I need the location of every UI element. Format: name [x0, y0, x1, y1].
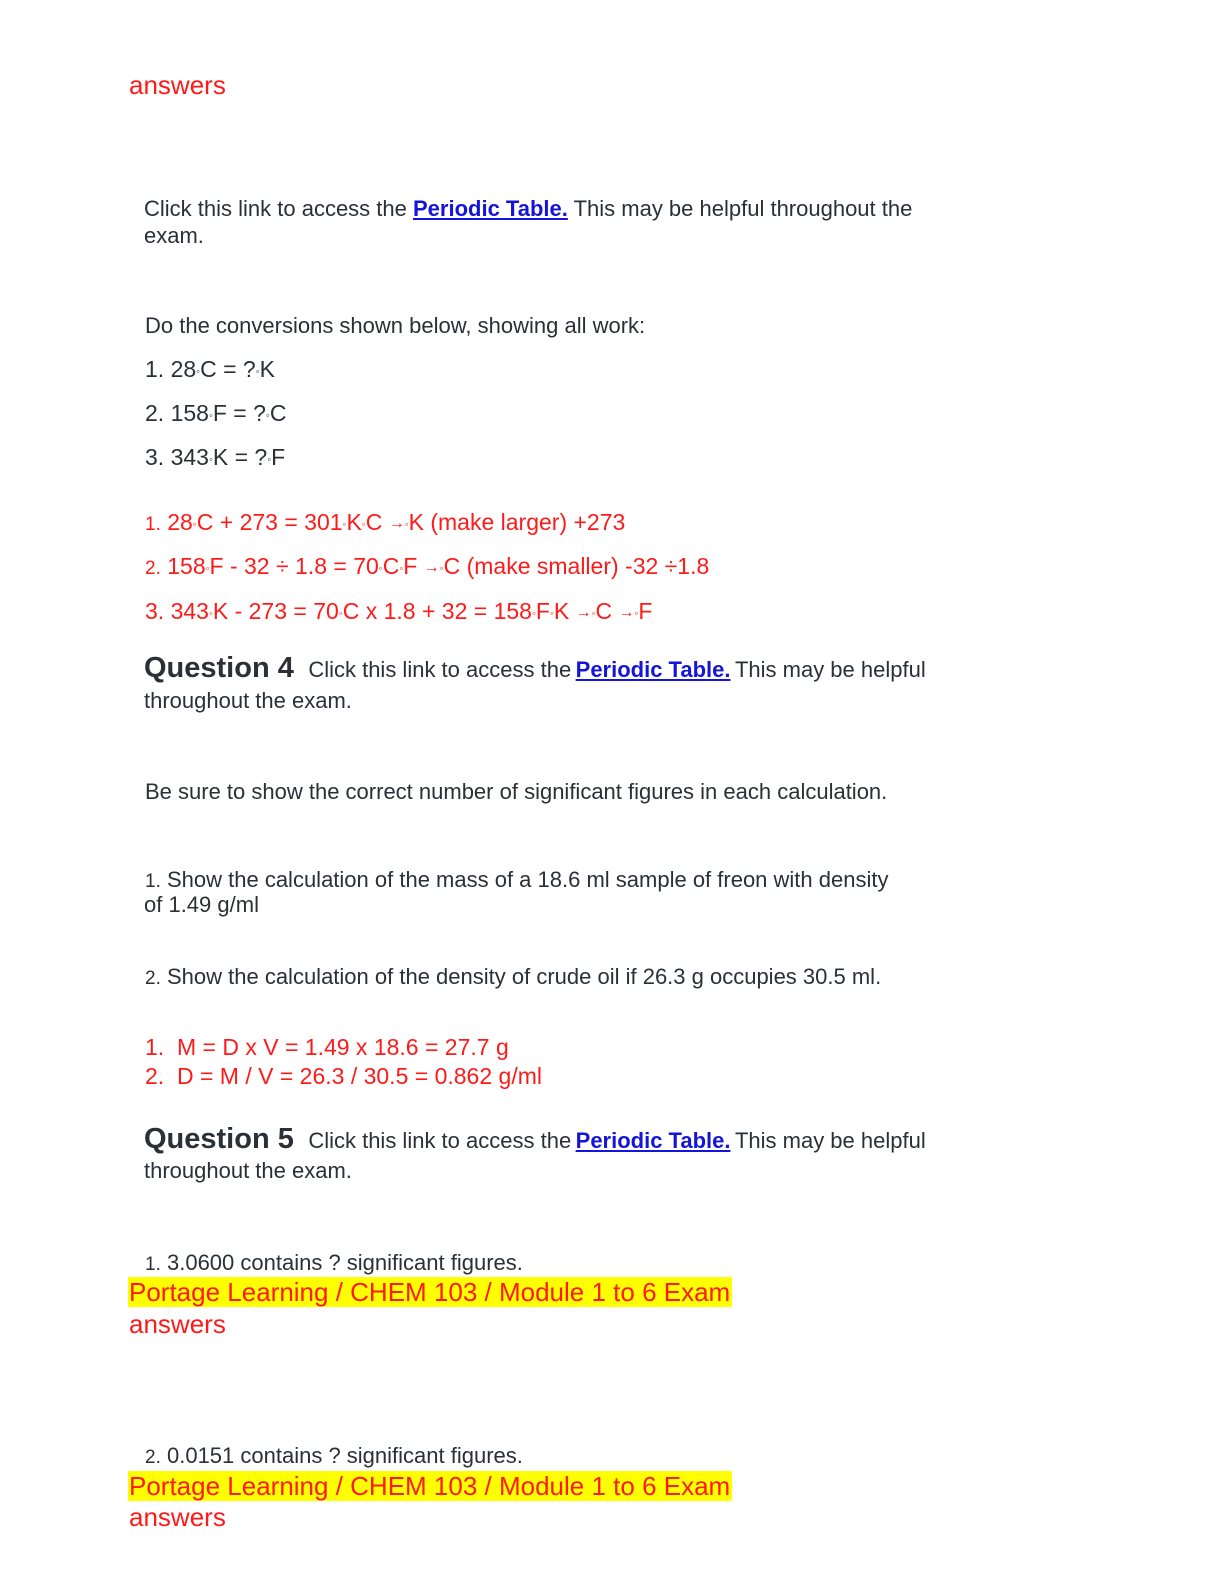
question-4-title: Question 4 [144, 652, 294, 684]
question-5-title: Question 5 [144, 1123, 294, 1155]
degree-symbol: ◦ [255, 366, 260, 378]
conversion-item-1: 1. 28◦C = ?◦K [145, 356, 275, 382]
q4-instruction: Be sure to show the correct number of significant figures in each calculation. [145, 779, 888, 804]
intro-text-after: This may be helpful throughout the [573, 196, 913, 221]
q5-item-1: 1. 3.0600 contains ? significant figures. [145, 1250, 523, 1275]
question-4-header: Question 4 Click this link to access the Periodic Table. This may be helpful [144, 652, 926, 684]
arrow-icon: → [575, 604, 592, 621]
degree-symbol: ◦ [208, 454, 213, 466]
q5-item-2: 2. 0.0151 contains ? significant figures. [145, 1443, 523, 1468]
q4-answer-1: 1. M = D x V = 1.49 x 18.6 = 27.7 g [145, 1034, 509, 1060]
question-5-header: Question 5 Click this link to access the Periodic Table. This may be helpful [144, 1123, 926, 1155]
conversion-instruction: Do the conversions shown below, showing all work: [145, 313, 646, 338]
arrow-icon: → [388, 515, 405, 532]
conversion-answer-1: 1. 28◦C + 273 = 301◦K◦C →◦K (make larger) +273 [145, 509, 626, 535]
footer-answers: answers [129, 1502, 226, 1532]
question-5-line-2: throughout the exam. [144, 1158, 352, 1183]
conversion-answer-2: 2. 158◦F - 32 ÷ 1.8 = 70◦C◦F →◦C (make smaller) -32 ÷1.8 [145, 553, 710, 579]
intro-line-2: exam. [144, 223, 204, 248]
q4-item-1: 1. Show the calculation of the mass of a 18.6 ml sample of freon with density [145, 867, 889, 892]
degree-symbol: ◦ [265, 410, 270, 422]
arrow-icon: → [618, 604, 635, 621]
q4-answer-2: 2. D = M / V = 26.3 / 30.5 = 0.862 g/ml [145, 1063, 542, 1089]
conversion-item-3: 3. 343◦K = ?◦F [145, 444, 286, 470]
degree-symbol: ◦ [267, 454, 272, 466]
periodic-table-link[interactable]: Periodic Table. [575, 1128, 731, 1153]
intro-text: Click this link to access the [144, 196, 407, 221]
header-answers: answers [129, 70, 226, 100]
q4-item-2: 2. Show the calculation of the density of crude oil if 26.3 g occupies 30.5 ml. [145, 964, 882, 989]
footer-banner: Portage Learning / CHEM 103 / Module 1 to 6 Exam [129, 1277, 731, 1307]
question-4-line-2: throughout the exam. [144, 688, 352, 713]
periodic-table-link[interactable]: Periodic Table. [413, 196, 568, 221]
degree-symbol: ◦ [196, 366, 201, 378]
footer-banner: Portage Learning / CHEM 103 / Module 1 to 6 Exam [129, 1471, 731, 1501]
q4-item-1-line-2: of 1.49 g/ml [144, 892, 259, 917]
intro-line [144, 196, 912, 222]
periodic-table-link[interactable]: Periodic Table. [575, 657, 731, 682]
arrow-icon: → [423, 559, 440, 576]
conversion-answer-3: 3. 343◦K - 273 = 70◦C x 1.8 + 32 = 158◦F◦K →◦C →◦F [145, 598, 653, 624]
footer-answers: answers [129, 1309, 226, 1339]
degree-symbol: ◦ [208, 410, 213, 422]
conversion-item-2: 2. 158◦F = ?◦C [145, 400, 287, 426]
